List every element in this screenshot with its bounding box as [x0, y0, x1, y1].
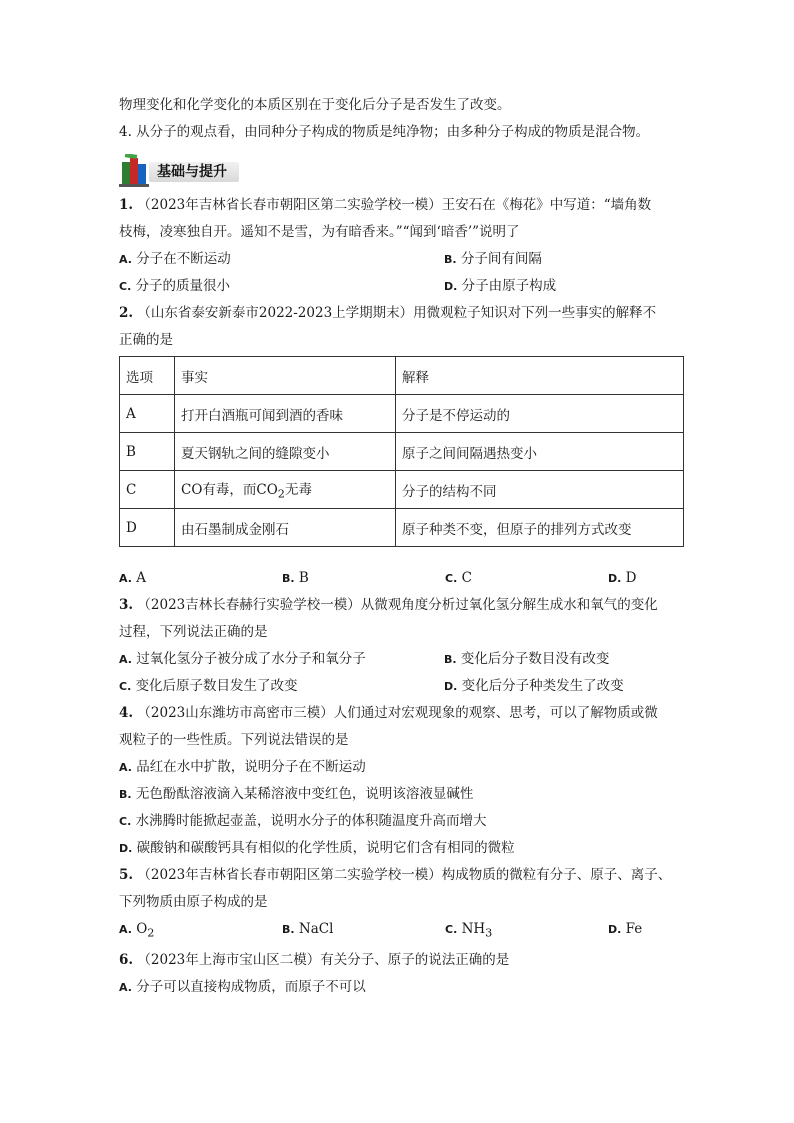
table-cell: D — [120, 509, 175, 547]
option-d: D. D — [608, 570, 637, 586]
option-b: B. B — [282, 570, 309, 586]
question-number: 6. — [119, 951, 134, 968]
question-stem: （山东省泰安新泰市2022-2023上学期期末）用微观粒子知识对下列一些事实的解释不 — [137, 305, 657, 321]
table-cell: 分子是不停运动的 — [396, 395, 684, 433]
question-stem: 下列物质由原子构成的是 — [119, 894, 268, 910]
options-list — [119, 646, 684, 700]
options-list — [119, 565, 684, 592]
question-number: 2. — [119, 305, 134, 321]
option-b: B. NaCl — [282, 921, 334, 937]
question-stem: 正确的是 — [119, 332, 173, 348]
option-d: D. 碳酸钠和碳酸钙具有相似的化学性质，说明它们含有相同的微粒 — [119, 840, 515, 856]
option-b: B. 变化后分子数目没有改变 — [444, 651, 610, 667]
option-a: A. 过氧化氢分子被分成了水分子和氧分子 — [119, 651, 366, 667]
intro-line-1: 物理变化和化学变化的本质区别在于变化后分子是否发生了改变。 — [119, 97, 511, 113]
question-stem: （2023年上海市宝山区二模）有关分子、原子的说法正确的是 — [137, 951, 510, 968]
table-row — [120, 433, 684, 471]
question-stem: （2023吉林长春赫行实验学校一模）从微观角度分析过氧化氢分解生成水和氧气的变化 — [137, 597, 658, 613]
option-d: D. 分子由原子构成 — [444, 278, 557, 294]
question-stem: （2023年吉林省长春市朝阳区第二实验学校一模）构成物质的微粒有分子、原子、离子、 — [137, 867, 672, 883]
option-c: C. 变化后原子数目发生了改变 — [119, 678, 298, 694]
question-5 — [119, 862, 684, 947]
option-c: C. C — [445, 570, 472, 586]
table-row — [120, 395, 684, 433]
table-cell: 由石墨制成金刚石 — [175, 509, 396, 547]
option-a: A. 分子可以直接构成物质，而原子不可以 — [119, 978, 366, 995]
question-6 — [119, 947, 684, 1001]
options-list — [119, 916, 684, 947]
option-a: A. A — [119, 570, 146, 586]
table-cell: C — [120, 471, 175, 509]
option-b: B. 无色酚酞溶液滴入某稀溶液中变红色，说明该溶液显碱性 — [119, 786, 474, 802]
question-number: 3. — [119, 597, 134, 613]
question-stem: （2023山东潍坊市高密市三模）人们通过对宏观现象的观察、思考，可以了解物质或微 — [137, 705, 658, 721]
books-icon — [119, 154, 153, 188]
table-row — [120, 509, 684, 547]
question-stem: 过程，下列说法正确的是 — [119, 624, 268, 640]
header-cell: 解释 — [396, 357, 684, 395]
section-banner — [119, 152, 684, 190]
option-c: C. 水沸腾时能掀起壶盖，说明水分子的体积随温度升高而增大 — [119, 813, 487, 829]
table-row — [120, 471, 684, 509]
intro-line-2: 4. 从分子的观点看，由同种分子构成的物质是纯净物；由多种分子构成的物质是混合物。 — [119, 124, 650, 140]
question-2 — [119, 300, 684, 592]
question-4 — [119, 700, 684, 862]
table-cell: 原子之间间隔遇热变小 — [396, 433, 684, 471]
option-b: B. 分子间有间隔 — [444, 251, 542, 267]
question-number: 4. — [119, 705, 134, 721]
table-cell: 分子的结构不同 — [396, 471, 684, 509]
options-list — [119, 246, 684, 300]
question-number: 1. — [119, 197, 134, 213]
table-cell: 夏天钢轨之间的缝隙变小 — [175, 433, 396, 471]
question-number: 5. — [119, 867, 134, 883]
option-c: C. 分子的质量很小 — [119, 278, 231, 294]
section-title: 基础与提升 — [149, 162, 239, 182]
facts-table — [119, 356, 684, 547]
table-cell: 原子种类不变，但原子的排列方式改变 — [396, 509, 684, 547]
option-a: A. 品红在水中扩散，说明分子在不断运动 — [119, 759, 366, 775]
table-cell: CO有毒，而$CO_2$无毒 — [175, 471, 396, 509]
option-a: A. $O_2$ — [119, 921, 155, 940]
question-3 — [119, 592, 684, 700]
option-d: D. Fe — [608, 921, 643, 937]
header-cell: 选项 — [120, 357, 175, 395]
table-cell: A — [120, 395, 175, 433]
option-a: A. 分子在不断运动 — [119, 251, 231, 267]
table-cell: B — [120, 433, 175, 471]
header-cell: 事实 — [175, 357, 396, 395]
question-stem: 观粒子的一些性质。下列说法错误的是 — [119, 732, 349, 748]
option-d: D. 变化后分子种类发生了改变 — [444, 678, 624, 694]
option-c: C. $NH_3$ — [445, 921, 493, 940]
document-page — [119, 92, 684, 1001]
table-header-row — [120, 357, 684, 395]
question-stem: （2023年吉林省长春市朝阳区第二实验学校一模）王安石在《梅花》中写道：“墙角数 — [137, 197, 652, 213]
question-stem: 枝梅，凌寒独自开。遥知不是雪，为有暗香来。”“闻到‘暗香’”说明了 — [119, 224, 520, 240]
question-1 — [119, 192, 684, 300]
table-cell: 打开白酒瓶可闻到酒的香味 — [175, 395, 396, 433]
